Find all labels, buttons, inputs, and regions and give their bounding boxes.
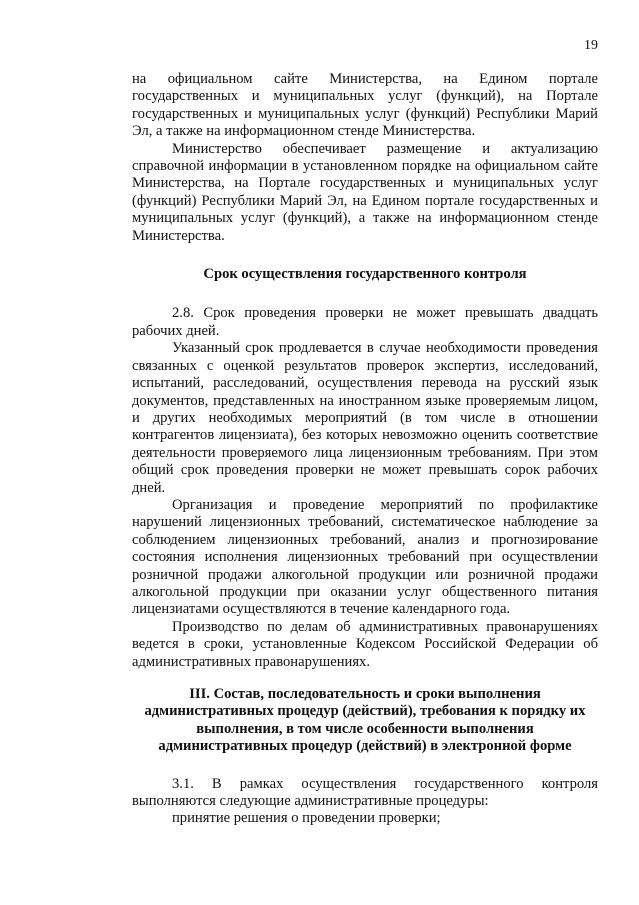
page-number: 19 [584, 38, 598, 53]
paragraph: принятие решения о проведении проверки; [172, 810, 441, 827]
paragraph: 3.1. В рамках осуществления государственного контроля выполняются следующие административные процедуры: [132, 775, 598, 810]
paragraph: Министерство обеспечивает размещение и актуализацию справочной информации в установленном порядке на официальном сайте Министерства, на Портале государственных и муниципальных услуг (функций) Республики Марий Эл, на Едином портале государственных и муниципальных услуг (функций), а также на информационном стенде Министерства. [132, 140, 598, 244]
section-heading-srok: Срок осуществления государственного контроля [203, 266, 527, 283]
paragraph: Организация и проведение мероприятий по профилактике нарушений лицензионных требований, систематическое наблюдение за соблюдением лицензионных требований, анализ и прогнозирование состояния исполнения лицензионных требований при осуществлении розничной продажи алкогольной продукции или розничной продажи алкогольной продукции при оказании услуг общественного питания лицензиатами осуществляются в течение календарного года. [132, 496, 598, 618]
document-body [132, 71, 598, 828]
paragraph: 2.8. Срок проведения проверки не может превышать двадцать рабочих дней. [132, 305, 598, 339]
paragraph: Указанный срок продлевается в случае необходимости проведения связанных с оценкой результатов проверок экспертиз, исследований, испытаний, расследований, осуществления перевода на русский язык документов, представленных на иностранном языке проверяемым лицом, и других необходимых мероприятий (в том числе в отношении контрагентов лицензиата), без которых невозможно оценить соответствие деятельности проверяемого лица лицензионным требованиям. При этом общий срок проведения проверки не может превышать сорок рабочих дней. [132, 340, 598, 496]
paragraph: на официальном сайте Министерства, на Едином портале государственных и муниципальных услуг (функций), на Портале государственных и муниципальных услуг (функций) Республики Марий Эл, а также на информационном стенде Министерства. [132, 71, 598, 140]
paragraph: Производство по делам об административных правонарушениях ведется в сроки, установленные Кодексом Российской Федерации об административных правонарушениях. [132, 618, 598, 670]
section-heading-iii: III. Состав, последовательность и сроки выполнения административных процедур (действий), требования к порядку их выполнения, в том числе особенности выполнения административных процедур (действий) в электронной форме [144, 686, 586, 755]
